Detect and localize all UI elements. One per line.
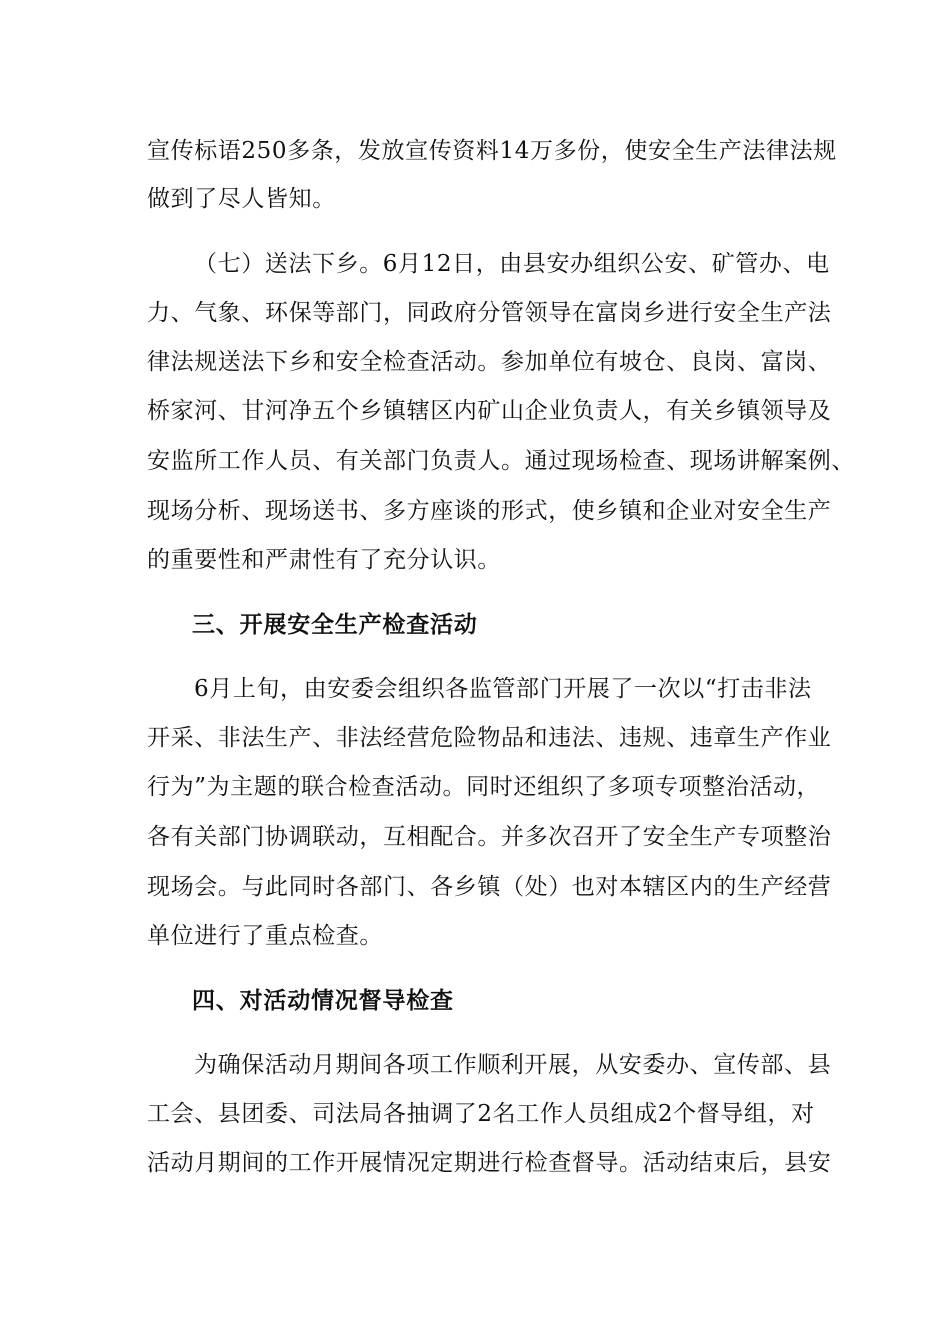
paragraph-three-line-6: 单位进行了重点检查。 <box>147 923 383 949</box>
paragraph-three-line-5: 现场会。与此同时各部门、各乡镇（处）也对本辖区内的生产经营 <box>147 874 832 900</box>
paragraph-seven-line-4: 桥家河、甘河净五个乡镇辖区内矿山企业负责人，有关乡镇领导及 <box>147 398 832 424</box>
paragraph-seven-line-1: （七）送法下乡。6月12日，由县安办组织公安、矿管办、电 <box>194 251 830 277</box>
paragraph-three-line-1: 6月上旬，由安委会组织各监管部门开展了一次以“打击非法 <box>194 676 812 702</box>
paragraph-seven-line-3: 律法规送法下乡和安全检查活动。参加单位有坡仓、良岗、富岗、 <box>147 349 832 375</box>
paragraph-seven-line-7: 的重要性和严肃性有了充分认识。 <box>147 547 501 573</box>
paragraph-three-line-4: 各有关部门协调联动，互相配合。并多次召开了安全生产专项整治 <box>147 824 832 850</box>
paragraph-seven-line-2: 力、气象、环保等部门，同政府分管领导在富岗乡进行安全生产法 <box>147 300 832 326</box>
paragraph-four-line-3: 活动月期间的工作开展情况定期进行检查督导。活动结束后，县安 <box>147 1150 832 1176</box>
paragraph-four-line-2: 工会、县团委、司法局各抽调了2名工作人员组成2个督导组，对 <box>147 1101 815 1127</box>
paragraph-four-line-1: 为确保活动月期间各项工作顺利开展，从安委办、宣传部、县 <box>194 1052 832 1078</box>
paragraph-seven-line-6: 现场分析、现场送书、多方座谈的形式，使乡镇和企业对安全生产 <box>147 498 832 524</box>
paragraph-three-line-2: 开采、非法生产、非法经营危险物品和违法、违规、违章生产作业 <box>147 725 832 751</box>
paragraph-intro-line-2: 做到了尽人皆知。 <box>147 186 336 212</box>
paragraph-three-line-3: 行为”为主题的联合检查活动。同时还组织了多项专项整治活动， <box>147 774 821 800</box>
section-heading-three: 三、开展安全生产检查活动 <box>192 611 478 638</box>
paragraph-seven-line-5: 安监所工作人员、有关部门负责人。通过现场检查、现场讲解案例、 <box>147 448 855 474</box>
paragraph-intro-line-1: 宣传标语250多条，发放宣传资料14万多份，使安全生产法律法规 <box>147 138 837 164</box>
section-heading-four: 四、对活动情况督导检查 <box>192 987 454 1014</box>
